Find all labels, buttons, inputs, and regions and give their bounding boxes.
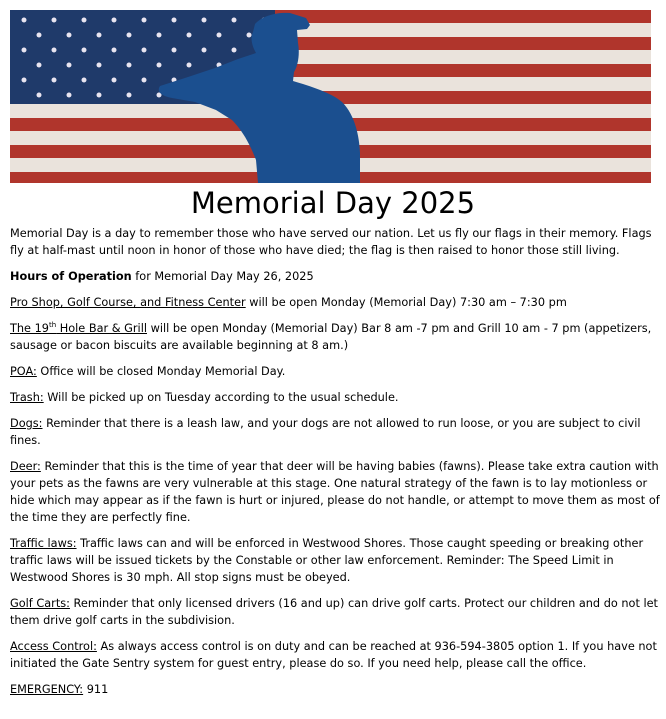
deer-label: Deer: xyxy=(10,460,41,473)
page-title: Memorial Day 2025 xyxy=(190,186,476,220)
hours-text: for Memorial Day May 26, 2025 xyxy=(131,270,314,283)
deer-text: Reminder that this is the time of year that deer will be having babies (fawns). Please take extra caution with your pets as the fawns are very vulnerable at this stage. One natural strategy of the fawn is to lay motionless or hide which may appear as if the fawn is hurt or injured, please do not handle, or attempt to move them as most of the time they are perfectly fine. xyxy=(10,460,660,524)
bar-grill-section xyxy=(10,320,660,354)
dogs-text: Reminder that there is a leash law, and your dogs are not allowed to run loose, or you are subject to civil fines. xyxy=(10,417,641,447)
trash-label: Trash: xyxy=(10,391,44,404)
dogs-label: Dogs: xyxy=(10,417,43,430)
traffic-label: Traffic laws: xyxy=(10,537,77,550)
bar-grill-text: will be open Monday (Memorial Day) Bar 8 am -7 pm and Grill 10 am - 7 pm (appetizers, sausage or bacon biscuits are available beginning at 8 am.) xyxy=(10,322,652,352)
golf-carts-text: Reminder that only licensed drivers (16 and up) can drive golf carts. Protect our children and do not let them drive golf carts in the subdivision. xyxy=(10,597,658,627)
golf-carts-section xyxy=(10,595,660,629)
emergency-label: EMERGENCY: xyxy=(10,683,84,696)
bar-grill-label-post: Hole Bar & Grill xyxy=(56,322,147,335)
traffic-text: Traffic laws can and will be enforced in Westwood Shores. Those caught speeding or breaking other traffic laws will be issued tickets by the Constable or other law enforcement. Reminder: The Speed Limit in Westwood Shores is 30 mph. All stop signs must be obeyed. xyxy=(10,537,644,584)
hours-section xyxy=(10,268,660,285)
hours-label: Hours of Operation xyxy=(10,270,132,283)
access-control-label: Access Control: xyxy=(10,640,97,653)
poa-section xyxy=(10,363,660,380)
dogs-section xyxy=(10,415,660,449)
bar-grill-label-pre: The 19 xyxy=(10,322,49,335)
banner-image xyxy=(10,10,651,183)
emergency-text: 911 xyxy=(83,683,109,696)
announcement-body xyxy=(10,225,660,707)
trash-section xyxy=(10,389,660,406)
poa-label: POA: xyxy=(10,365,37,378)
bar-grill-label xyxy=(10,322,147,335)
access-control-section xyxy=(10,638,660,672)
pro-shop-label: Pro Shop, Golf Course, and Fitness Center xyxy=(10,296,246,309)
intro-paragraph: Memorial Day is a day to remember those who have served our nation. Let us fly our flags in their memory. Flags fly at half-mast until noon in honor of those who have died; the flag is then raised to honor those still living. xyxy=(10,227,652,257)
access-control-text: As always access control is on duty and can be reached at 936-594-3805 option 1. If you have not initiated the Gate Sentry system for guest entry, please do so. If you need help, please call the office. xyxy=(10,640,657,670)
flag-soldier-illustration xyxy=(10,10,651,183)
traffic-section xyxy=(10,535,660,586)
poa-text: Office will be closed Monday Memorial Day. xyxy=(36,365,286,378)
deer-section xyxy=(10,458,660,526)
bar-grill-label-sup: th xyxy=(48,321,57,330)
pro-shop-text: will be open Monday (Memorial Day) 7:30 am – 7:30 pm xyxy=(245,296,567,309)
trash-text: Will be picked up on Tuesday according to the usual schedule. xyxy=(43,391,399,404)
pro-shop-section xyxy=(10,294,660,311)
golf-carts-label: Golf Carts: xyxy=(10,597,70,610)
emergency-section xyxy=(10,681,660,698)
